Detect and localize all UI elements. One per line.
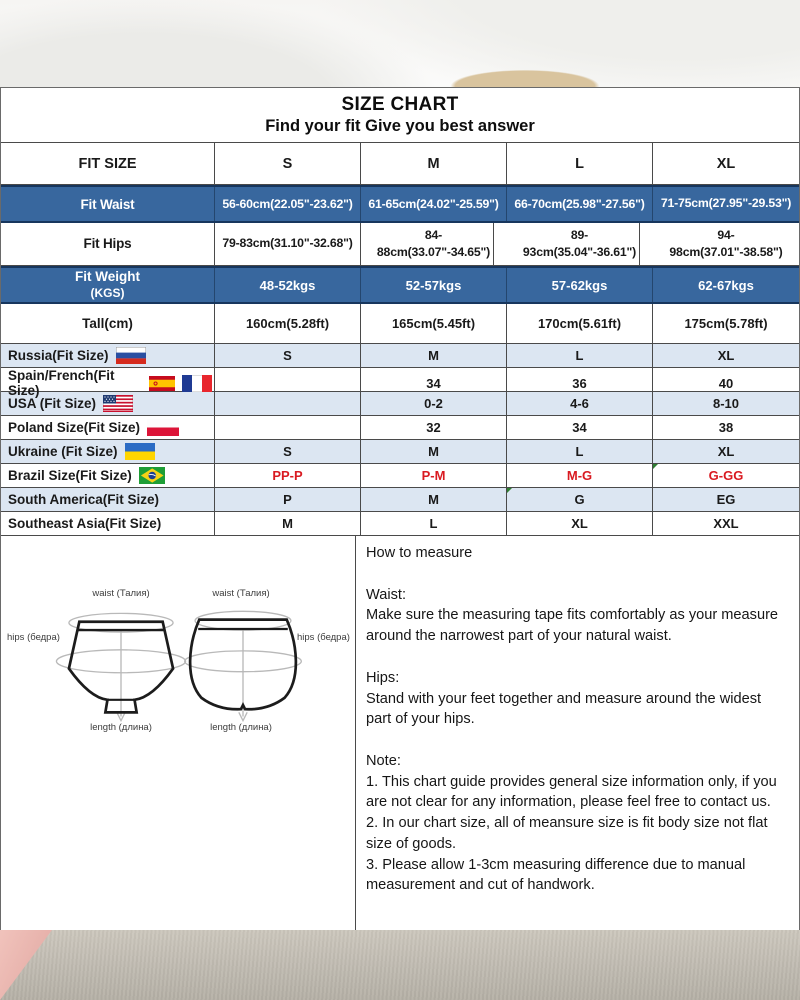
table-cell: XL <box>507 512 653 535</box>
hips-label-left: hips (бедра) <box>7 632 60 643</box>
header-size-m: M <box>361 143 507 184</box>
table-cell <box>215 416 361 439</box>
table-cell: 170cm(5.61ft) <box>507 304 653 343</box>
cell-comment-marker <box>507 488 512 493</box>
table-cell: EG <box>716 492 736 507</box>
how-to-measure-panel <box>356 536 799 931</box>
table-cell: 48-52kgs <box>215 268 361 302</box>
table-cell: 61-65cm(24.02"-25.59") <box>361 187 507 221</box>
table-cell: 4-6 <box>507 392 653 415</box>
row-label <box>1 344 215 367</box>
row-label <box>1 392 215 415</box>
poland-flag-icon <box>147 419 179 436</box>
table-cell: 8-10 <box>712 396 740 411</box>
row-label-text: South America(Fit Size) <box>8 492 160 507</box>
note-item-3: 3. Please allow 1-3cm measuring difference due to manual measurement and cut of handwork. <box>366 856 746 894</box>
highwaist-diagram <box>179 604 307 729</box>
row-label: Fit Waist <box>1 187 215 221</box>
table-cell: L <box>507 440 653 463</box>
header-fit-size: FIT SIZE <box>1 143 215 184</box>
hips-label-right: hips (бедра) <box>297 632 350 643</box>
table-cell: 84-88cm(33.07"-34.65") <box>374 223 494 265</box>
waist-title: Waist: <box>366 586 406 603</box>
row-label: Tall(cm) <box>1 304 215 343</box>
spain-flag-icon <box>149 376 175 391</box>
table-cell: 94-98cm(37.01"-38.58") <box>669 227 783 259</box>
brazil-row <box>1 464 799 488</box>
table-cell: M <box>361 344 507 367</box>
cell-comment-marker <box>653 464 658 469</box>
note-item-1: 1. This chart guide provides general size information only, if you are not clear for any information, please feel free to contact us. <box>366 773 777 811</box>
table-cell: PP-P <box>215 464 361 487</box>
table-cell: 40 <box>718 375 734 391</box>
table-cell: 89-93cm(35.04"-36.61") <box>520 223 640 265</box>
table-cell: 36 <box>507 368 653 398</box>
table-cell: 32 <box>361 416 507 439</box>
russia-row <box>1 344 799 368</box>
spain-french-row <box>1 368 799 398</box>
table-cell <box>215 392 361 415</box>
table-cell: 66-70cm(25.98"-27.56") <box>507 187 653 221</box>
row-label: Fit Hips <box>1 223 215 265</box>
table-cell: XXL <box>713 516 739 531</box>
header-size-xl: XL <box>716 155 736 172</box>
usa-row <box>1 392 799 416</box>
row-label <box>1 268 215 302</box>
ukraine-flag-icon <box>125 443 155 460</box>
table-cell: 165cm(5.45ft) <box>361 304 507 343</box>
table-cell: 34 <box>361 368 507 398</box>
page-subtitle: Find your fit Give you best answer <box>265 117 535 135</box>
row-label-line1: Fit Weight <box>75 269 140 285</box>
hips-title: Hips: <box>366 669 400 686</box>
length-label-left: length (длина) <box>90 722 152 733</box>
fit-weight-row <box>1 266 799 304</box>
tall-row <box>1 304 799 344</box>
row-label <box>1 440 215 463</box>
russia-flag-icon <box>116 347 146 364</box>
row-label-text: USA (Fit Size) <box>8 396 97 411</box>
table-cell: 175cm(5.78ft) <box>684 316 768 331</box>
hips-instructions: Stand with your feet together and measure around the widest part of your hips. <box>366 690 762 728</box>
table-cell: G-GG <box>653 464 799 487</box>
southeast-asia-row <box>1 512 799 536</box>
row-label-text: Spain/French(Fit Size) <box>8 368 115 398</box>
row-label-text: Brazil Size(Fit Size) <box>8 468 132 483</box>
row-label-text: Southeast Asia(Fit Size) <box>8 516 162 531</box>
table-cell: M <box>361 488 507 511</box>
row-label-text: Russia(Fit Size) <box>8 348 109 363</box>
size-chart-panel <box>0 87 800 931</box>
fit-hips-row <box>1 223 799 266</box>
table-cell: G <box>507 488 653 511</box>
table-cell: P <box>215 488 361 511</box>
table-cell: M-G <box>507 464 653 487</box>
table-cell: 38 <box>718 420 734 435</box>
measuring-diagram-panel <box>1 536 356 931</box>
table-cell: 62-67kgs <box>698 277 754 293</box>
pink-fabric-corner <box>0 930 58 1000</box>
france-flag-icon <box>182 375 212 392</box>
header-size-l: L <box>507 143 653 184</box>
header-size-s: S <box>215 143 361 184</box>
table-cell: P-M <box>361 464 507 487</box>
bottom-fabric-photo <box>0 930 800 1000</box>
row-label-line2: (KGS) <box>90 285 125 300</box>
row-label-text: Ukraine (Fit Size) <box>8 444 118 459</box>
waist-instructions: Make sure the measuring tape fits comfortably as your measure around the narrowest part of your natural waist. <box>366 607 779 645</box>
row-label <box>1 512 215 535</box>
usa-flag-icon <box>103 395 133 412</box>
note-item-2: 2. In our chart size, all of meansure size is fit body size not flat size of goods. <box>366 815 768 852</box>
table-cell: M <box>361 440 507 463</box>
header-row <box>1 143 799 185</box>
how-to-measure-heading: How to measure <box>366 545 473 561</box>
waist-label-right: waist (Талия) <box>212 588 270 599</box>
length-label-right: length (длина) <box>210 722 272 733</box>
table-cell: XL <box>717 444 735 459</box>
row-label <box>1 488 215 511</box>
poland-row <box>1 416 799 440</box>
table-cell: XL <box>717 348 735 363</box>
table-cell: S <box>215 440 361 463</box>
brazil-flag-icon <box>139 467 165 484</box>
south-america-row <box>1 488 799 512</box>
table-cell: 52-57kgs <box>361 268 507 302</box>
row-label <box>1 416 215 439</box>
waist-label-left: waist (Талия) <box>92 588 150 599</box>
row-label <box>1 464 215 487</box>
table-cell: 34 <box>507 416 653 439</box>
note-title: Note: <box>366 753 401 770</box>
table-cell: 160cm(5.28ft) <box>215 304 361 343</box>
table-cell: 56-60cm(22.05"-23.62") <box>215 187 361 221</box>
top-fabric-photo <box>0 0 800 88</box>
table-cell: 57-62kgs <box>507 268 653 302</box>
ukraine-row <box>1 440 799 464</box>
row-label-text: Poland Size(Fit Size) <box>8 420 141 435</box>
table-cell: M <box>215 512 361 535</box>
table-cell: S <box>215 344 361 367</box>
table-cell: 79-83cm(31.10"-32.68") <box>215 223 361 265</box>
page-title: SIZE CHART <box>341 94 459 115</box>
table-cell: L <box>507 344 653 367</box>
title-block <box>1 88 799 143</box>
bottom-section <box>1 536 799 931</box>
table-cell: L <box>361 512 507 535</box>
table-cell: 71-75cm(27.95"-29.53") <box>660 196 792 210</box>
table-cell: 0-2 <box>361 392 507 415</box>
brief-diagram <box>51 604 191 729</box>
fit-waist-row <box>1 185 799 223</box>
